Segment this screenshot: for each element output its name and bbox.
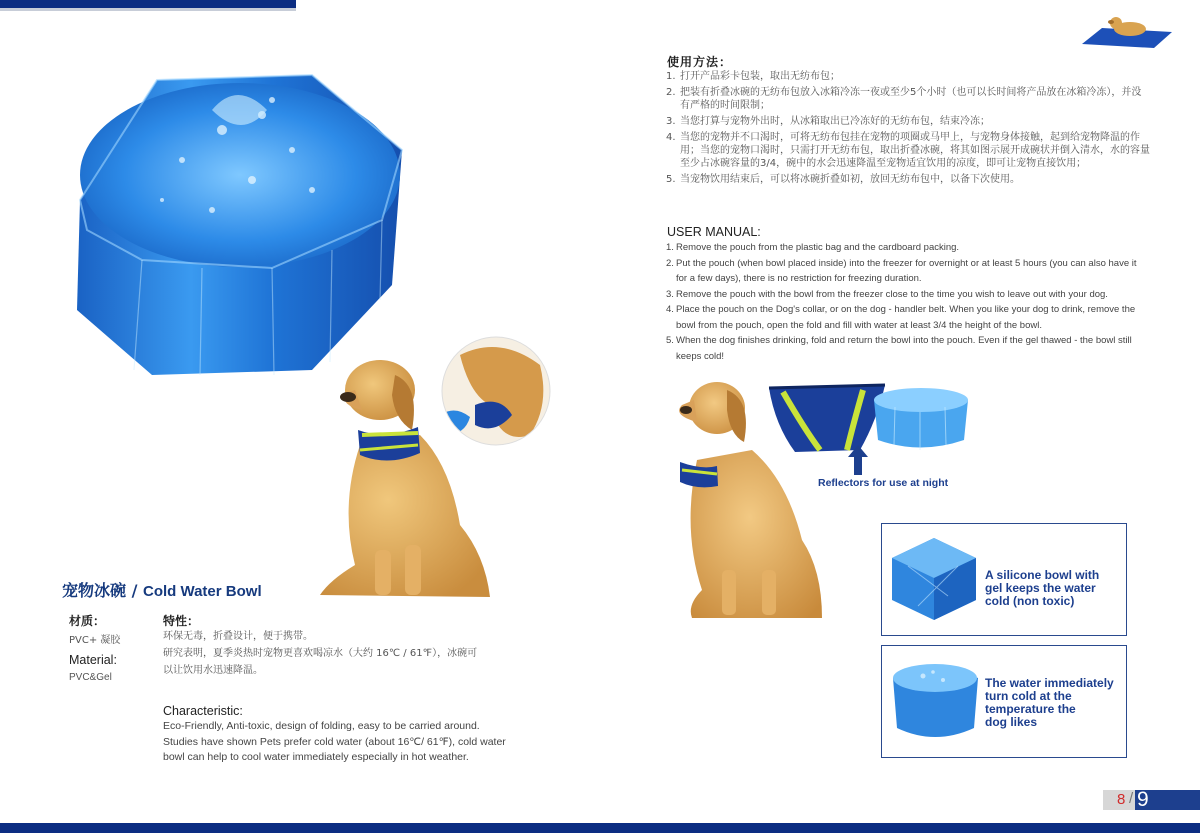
manual-item-num: 3.: [666, 288, 674, 300]
features-line-en: bowl can help to cool water immediately especially in hot weather.: [163, 751, 469, 763]
manual-item: [666, 333, 1150, 364]
manual-item: [666, 302, 1150, 333]
manual-item: [666, 256, 1150, 287]
manual-item-text: Put the pouch (when bowl placed inside) into the freezer for overnight or at least 5 hours (you can also have it for a few days), there is no restriction for freezing duration.: [676, 257, 1137, 284]
page-number-separator: /: [1129, 790, 1134, 807]
page-number-right: 9: [1137, 788, 1149, 811]
usage-item: [666, 173, 1150, 186]
water-callout-text: [985, 677, 1114, 729]
usage-item: [666, 115, 1150, 128]
features-label-en: Characteristic:: [163, 704, 243, 718]
manual-item-num: 2.: [666, 257, 674, 269]
water-callout-line: temperature the: [985, 702, 1076, 716]
manual-item-text: Place the pouch on the Dog's collar, or on the dog - handler belt. When you like your dog to drink, remove the bowl from the pouch, open the fold and fill with water at least 3/4 the height of the bowl.: [676, 304, 1136, 331]
material-value-cn: PVC+ 凝胶: [69, 635, 121, 646]
features-text-en: [163, 719, 523, 766]
usage-item-text: 当您打算与宠物外出时，从冰箱取出已冷冻好的无纺布包，结束冷冻；: [680, 116, 990, 127]
water-callout-line: turn cold at the: [985, 689, 1072, 703]
manual-item-text: Remove the pouch from the plastic bag and the cardboard packing.: [676, 242, 960, 253]
usage-item-text: 把装有折叠冰碗的无纺布包放入冰箱冷冻一夜或至少5个小时（也可以长时间将产品放在冰箱冷冻），并没有严格的时间限制；: [680, 87, 1142, 111]
features-line-en: Studies have shown Pets prefer cold water (about 16℃/ 61℉), cold water: [163, 735, 506, 748]
manual-item-num: 5.: [666, 335, 674, 346]
page-number-left: 8: [1117, 791, 1126, 808]
silicone-callout-line: gel keeps the water: [985, 581, 1096, 595]
bottom-accent-bar: [0, 823, 1200, 833]
product-title-cn: 宠物冰碗: [62, 581, 127, 600]
usage-item-num: 1.: [666, 71, 676, 82]
features-text-cn: [163, 628, 523, 679]
page-number: [1103, 790, 1200, 810]
usage-item-text: 当宠物饮用结束后，可以将冰碗折叠如初，放回无纺布包中，以备下次使用。: [680, 174, 1020, 185]
manual-item-text: Remove the pouch with the bowl from the freezer close to the time you wish to leave out with your dog.: [676, 288, 1108, 300]
top-accent-bar: [0, 0, 296, 8]
user-manual-title: USER MANUAL:: [667, 225, 761, 239]
usage-item-text: 当您的宠物并不口渴时，可将无纺布包挂在宠物的项圈或马甲上，与宠物身体接触，起到给宠物降温的作用；当您的宠物口渴时，只需打开无纺布包，取出折叠冰碗，将其如图示展开成碗状并倒入清水，水的容量至少占冰碗容量的3/4，碗中的水会迅速降温至宠物适宜饮用的凉度，即可让宠物直接饮用；: [680, 132, 1150, 169]
features-line-cn: 研究表明，夏季炎热时宠物更喜欢喝凉水（大约 16℃ / 61℉），冰碗可: [163, 648, 478, 659]
water-callout-line: The water immediately: [985, 676, 1114, 690]
manual-item: [666, 240, 1150, 256]
material-label-cn: 材质：: [69, 614, 106, 628]
features-line-cn: 环保无毒，折叠设计，便于携带。: [163, 631, 313, 642]
water-cold-callout: [881, 645, 1127, 758]
user-manual-list: [666, 240, 1150, 364]
manual-item-num: 1.: [666, 242, 674, 253]
silicone-callout-line: A silicone bowl with: [985, 568, 1100, 582]
water-callout-line: dog likes: [985, 715, 1038, 729]
silicone-bowl-callout: [881, 523, 1127, 636]
manual-item: [666, 287, 1150, 303]
usage-item-num: 2.: [666, 87, 676, 98]
usage-item-num: 5.: [666, 174, 676, 185]
usage-item-text: 打开产品彩卡包装，取出无纺布包；: [680, 71, 840, 82]
material-value-en: PVC&Gel: [69, 672, 112, 683]
usage-title-cn: 使用方法：: [667, 55, 733, 69]
reflector-label: Reflectors for use at night: [818, 477, 949, 489]
silicone-callout-text: [985, 569, 1099, 608]
features-line-cn: 以让饮用水迅速降温。: [163, 665, 263, 676]
product-title: [62, 578, 262, 601]
product-title-sep: /: [126, 581, 143, 600]
arrow-up-icon: [848, 445, 868, 475]
open-bowl-image: [870, 385, 972, 455]
features-line-en: Eco-Friendly, Anti-toxic, design of folding, easy to be carried around.: [163, 720, 480, 732]
water-bowl-image: [888, 658, 983, 744]
manual-item-num: 4.: [666, 304, 674, 315]
usage-item-num: 3.: [666, 116, 676, 127]
dog-on-mat-logo: [1082, 14, 1172, 50]
usage-item: [666, 70, 1150, 83]
usage-item: [666, 131, 1150, 170]
usage-item-num: 4.: [666, 132, 676, 143]
material-label-en: Material:: [69, 653, 117, 667]
dog-drinking-inset-image: [440, 335, 552, 447]
top-accent-line: [0, 8, 296, 11]
silicone-callout-line: cold (non toxic): [985, 594, 1075, 608]
product-title-en: Cold Water Bowl: [143, 583, 262, 600]
folded-bowl-image: [888, 536, 980, 622]
usage-list-cn: [666, 70, 1150, 189]
features-label-cn: 特性：: [163, 614, 200, 628]
manual-item-text: When the dog finishes drinking, fold and return the bowl into the pouch. Even if the gel thawed - the bowl still keeps cold!: [676, 335, 1132, 362]
usage-item: [666, 86, 1150, 112]
cold-water-bowl-image: [62, 70, 412, 380]
